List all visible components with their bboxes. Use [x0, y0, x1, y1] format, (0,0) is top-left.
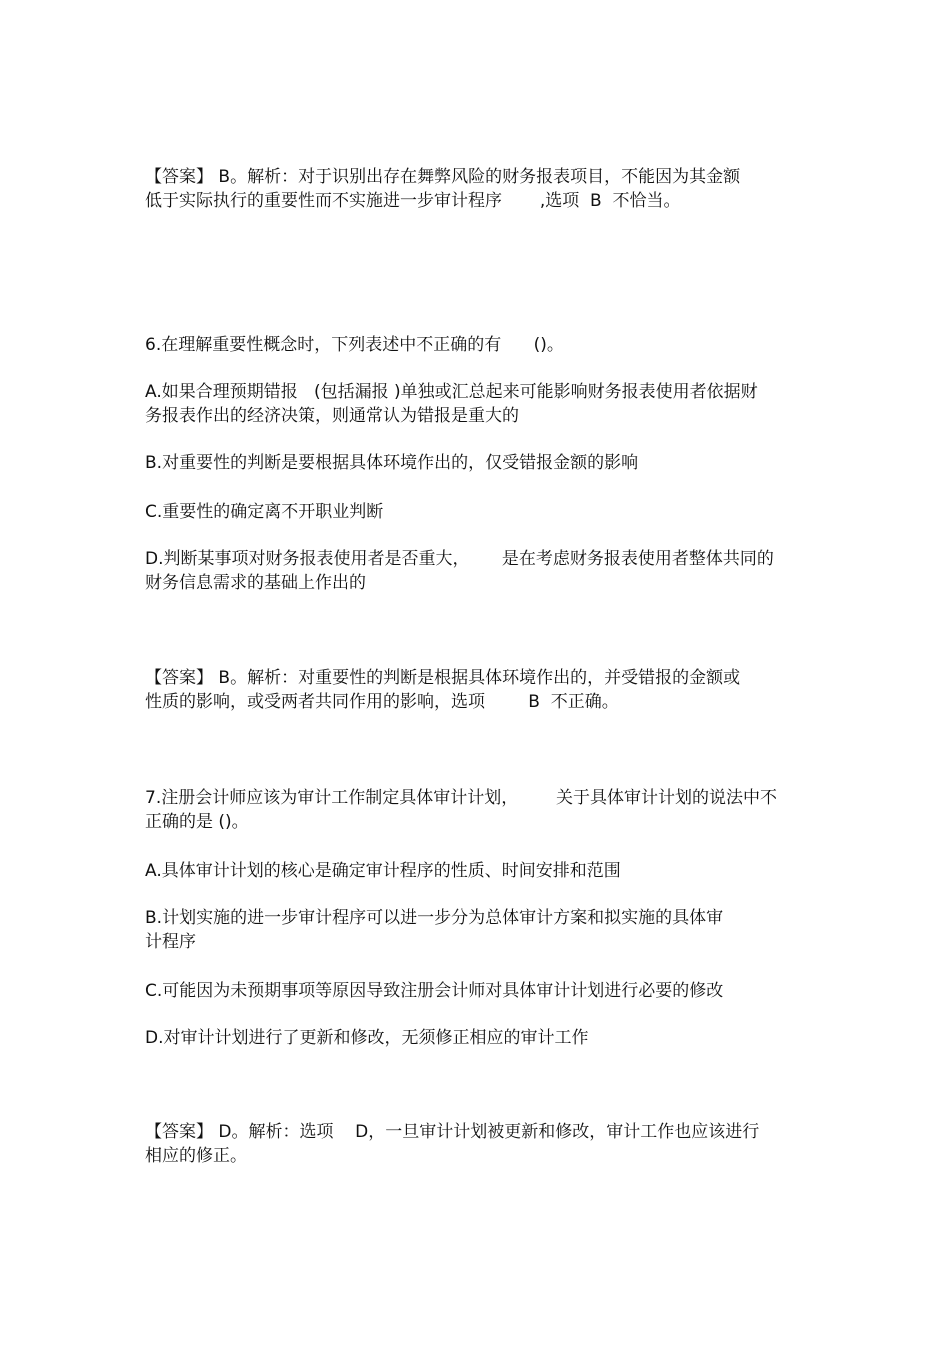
question-6-option-a-line-1: A.如果合理预期错报 (包括漏报 )单独或汇总起来可能影响财务报表使用者依据财 [145, 382, 758, 402]
question-7-option-c: C.可能因为未预期事项等原因导致注册会计师对具体审计计划进行必要的修改 [145, 981, 724, 1001]
answer-7-line-2: 相应的修正。 [145, 1146, 247, 1166]
question-7-stem-line-2: 正确的是 ()。 [145, 812, 249, 832]
question-6-option-c: C.重要性的确定离不开职业判断 [145, 502, 384, 522]
answer-6-line-2: 性质的影响，或受两者共同作用的影响，选项 B 不正确。 [145, 692, 619, 712]
answer-7-line-1: 【答案】 D。解析：选项 D，一旦审计计划被更新和修改，审计工作也应该进行 [145, 1122, 760, 1142]
question-7-option-b-line-1: B.计划实施的进一步审计程序可以进一步分为总体审计方案和拟实施的具体审 [145, 908, 724, 928]
question-6-option-a-line-2: 务报表作出的经济决策，则通常认为错报是重大的 [145, 406, 519, 426]
question-6-option-d-line-1: D.判断某事项对财务报表使用者是否重大， 是在考虑财务报表使用者整体共同的 [145, 549, 774, 569]
question-6-option-d-line-2: 财务信息需求的基础上作出的 [145, 573, 366, 593]
question-7-option-a: A.具体审计计划的核心是确定审计程序的性质、时间安排和范围 [145, 861, 621, 881]
question-6-stem: 6.在理解重要性概念时，下列表述中不正确的有 ()。 [145, 335, 564, 355]
question-7-option-d: D.对审计计划进行了更新和修改，无须修正相应的审计工作 [145, 1028, 589, 1048]
question-6-option-b: B.对重要性的判断是要根据具体环境作出的，仅受错报金额的影响 [145, 453, 639, 473]
question-7-option-b-line-2: 计程序 [145, 932, 196, 952]
answer-5-line-1: 【答案】 B。解析：对于识别出存在舞弊风险的财务报表项目，不能因为其金额 [145, 167, 741, 187]
answer-5-line-2: 低于实际执行的重要性而不实施进一步审计程序 ,选项 B 不恰当。 [145, 191, 681, 211]
answer-6-line-1: 【答案】 B。解析：对重要性的判断是根据具体环境作出的，并受错报的金额或 [145, 668, 741, 688]
question-7-stem-line-1: 7.注册会计师应该为审计工作制定具体审计计划， 关于具体审计计划的说法中不 [145, 788, 778, 808]
